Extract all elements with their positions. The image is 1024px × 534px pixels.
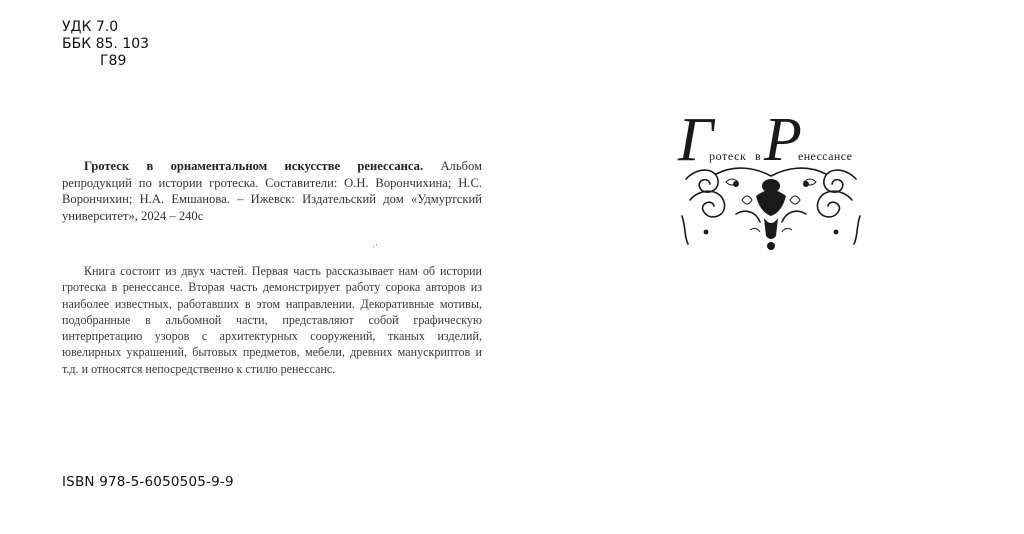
- emblem-word-v: в: [755, 149, 761, 163]
- title-emblem: [676, 104, 866, 254]
- isbn-number: ISBN 978-5-6050505-9-9: [62, 474, 234, 490]
- bbk-index: ББК 85. 103: [62, 36, 150, 52]
- author-mark: Г89: [100, 53, 127, 69]
- ornament-center: [704, 179, 839, 250]
- emblem-initial-r: Р: [764, 106, 802, 174]
- grotesque-ornament-icon: [676, 104, 866, 254]
- emblem-word-renessanse: енессансе: [798, 149, 853, 163]
- emblem-initial-g: Г: [678, 106, 714, 174]
- emblem-word-grotesk: ротеск: [709, 149, 747, 163]
- bibliographic-description: [62, 158, 482, 224]
- annotation-text: Книга состоит из двух частей. Первая часть рассказывает нам об истории гротеска в ренессансе. Вторая часть демонстрирует работу сорока авторов из наиболее известных, работавших в этом направлении. Декоративные мотивы, подобранные в альбомной части, представляют собой графическую интерпретацию узоров с архитектурных сооружений, тканых изделий, ювелирных украшений, бытовых предметов, мебели, древних манускриптов и т.д. и относятся непосредственно к стилю ренессанс.: [62, 264, 482, 376]
- udk-index: УДК 7.0: [62, 19, 119, 35]
- book-title: Гротеск в орнаментальном искусстве ренессанса.: [84, 159, 424, 173]
- catalog-indices: [62, 19, 149, 70]
- print-speck: [373, 244, 378, 247]
- book-imprint: Альбом репродукций по истории гротеска. Составители: О.Н. Ворончихина; Н.С. Ворончихин; Н.А. Емшанова. – Ижевск: Издательский дом «Удмуртский университет», 2024 – 240с: [62, 159, 482, 223]
